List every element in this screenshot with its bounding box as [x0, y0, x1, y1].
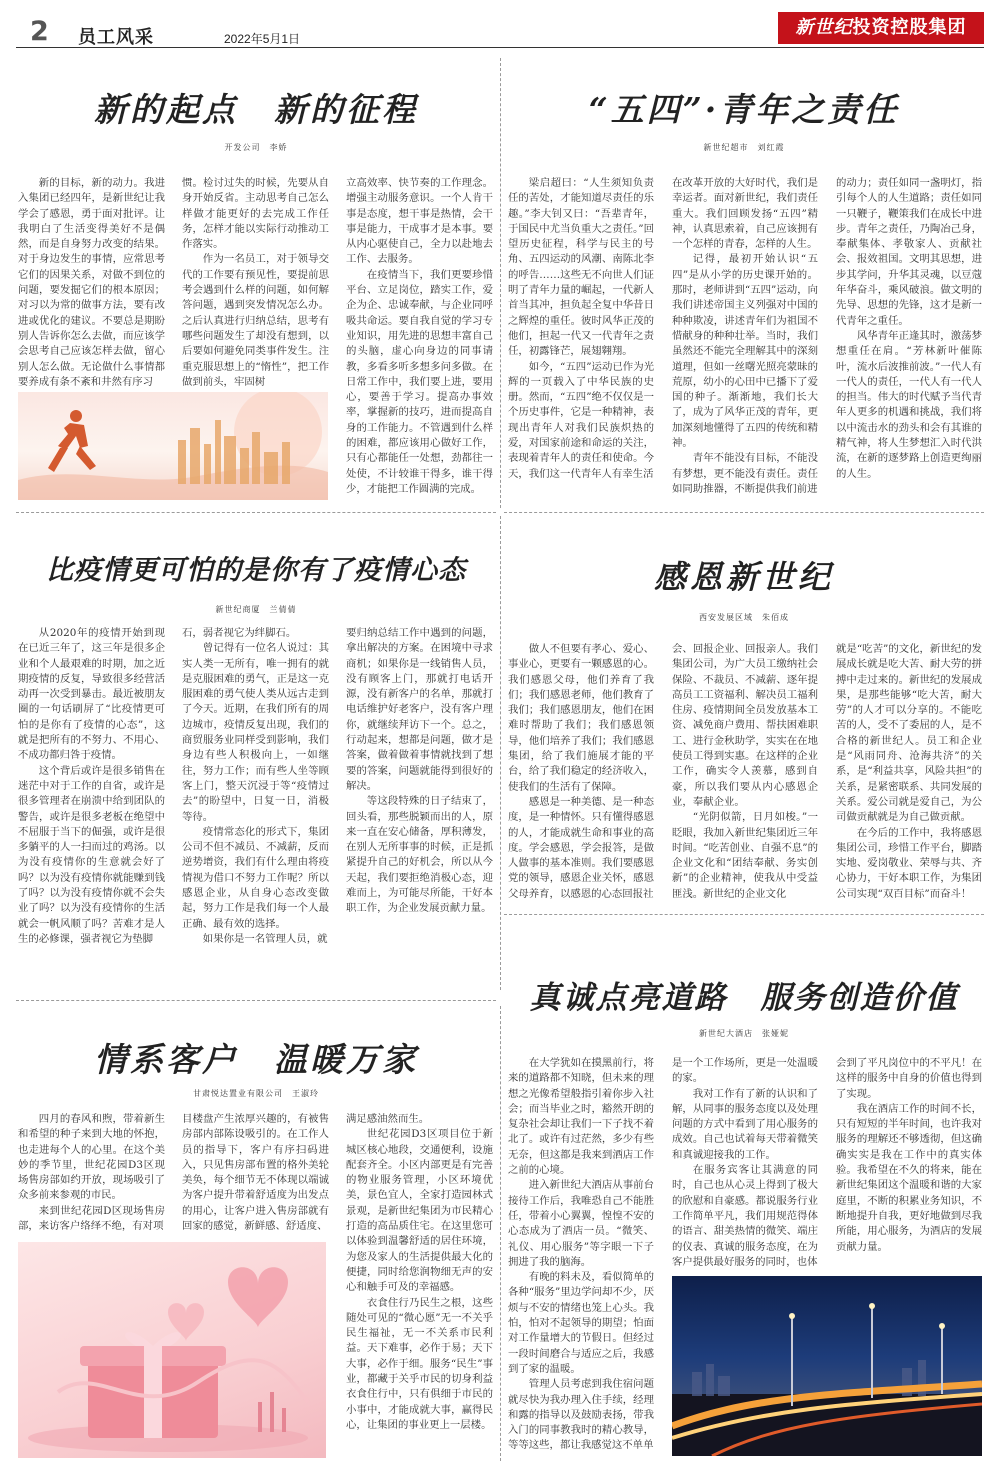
row-divider-left-1 [16, 512, 496, 513]
article-title: “五四”·青年之责任 [588, 90, 900, 129]
paragraph: 惯。检讨过失的时候，先要从自身开始反省。主动思考自己怎么样做才能更好的去完成工作任务，怎样才能以实际行动推动工作落实。 [182, 177, 329, 251]
article-column [182, 1112, 329, 1236]
paragraph: 等这段特殊的日子结束了，回头看，那些脱颖而出的人，原来一直在安心储备，厚积薄发，在别人无所事事的时候，正是抓紧提升自己的好机会，所以从今天起，我们要拒绝消极心态，迎难而上，为可能尽所能，干好本职工作，为企业发展贡献力量。 [346, 795, 493, 915]
article-column [836, 642, 982, 904]
brand-name: 投资控股集团 [852, 17, 967, 38]
paragraph: 目楼盘产生浓厚兴趣的，有被售房部内部陈设吸引的。在工作人员的指导下，客户有序扫码进入，只见售房部布置的格外美轮美奂，每个细节无不体现以端诚为客户提升带着舒适度为出发点的用心，让客户进入售房部就有回家的感觉，新鲜感、舒适度、 [182, 1113, 329, 1233]
row-divider-left-2 [16, 1000, 496, 1001]
article-sincere-service [504, 920, 984, 1461]
paragraph: 有晚的料未及，看似简单的各种“服务”里边学问却不少，厌烦与不安的情绪也笼上心头。我怕，怕对不起领导的期望；怕面对工作量增大的节假日。但经过一段时间磨合与适应之后，我感到了家的温暖。 [508, 1271, 654, 1375]
paragraph: 梁启超曰：“人生须知负责任的苦处，才能知道尽责任的乐趣。”李大钊又曰：“吾辈青年，于国民中尤当负重大之责任。”回望历史征程，科学与民主的号角、五四运动的风潮、南陈北李的呼告……这些无不向世人们证明了青年力量的崛起，一代新人首当其冲，担负起全复中华昔日之辉煌的重任。彼时风华正茂的他们，担起一代又一代青年之责任，初露锋芒，展翅翱翔。 [508, 177, 654, 358]
page-number: 2 [30, 16, 49, 47]
article-column [836, 1056, 982, 1268]
article-title: 感恩新世纪 [653, 558, 834, 596]
paragraph: 我在酒店工作的时间不长，只有短短的半年时间，也许我对服务的理解还不够透彻，但这确确实实是我在工作中的真实体验。我希望在不久的将来，能在新世纪集团这个温暖和谐的大家庭里，不断的积累业务知识，不断地提升自我，更好地做到尽我所能，用心服务，为酒店的发展贡献力量。 [836, 1102, 982, 1253]
paragraph: 衣食住行乃民生之根，这些随处可见的“微心愿”无一不关乎民生福祉，无一不关系市民利益。天下难事，必作于易；天下大事，必作于细。服务“民生”事业，都藏于关乎市民的切身利益衣食住行中，只有俱细于市民的小事中，才能成就大事，赢得民心，让集团的事业更上一层楼。 [346, 1296, 493, 1431]
article-column [508, 176, 654, 498]
paragraph: 风华青年正逢其时，激荡梦想重任在肩。“芳林新叶催陈叶，流水后波推前波。”一代人有一代人的责任，一代人有一代人的担当。伟大的时代赋予当代青年人更多的机遇和挑战，我们将以中流击水的劲头和会有其谁的精气神，将人生梦想汇入时代洪流，在新的逐梦路上创造更绚丽的人生。 [836, 329, 982, 480]
article-byline: 新世纪大酒店 张娅妮 [699, 1029, 789, 1038]
paragraph: 在今后的工作中，我将感恩集团公司，珍惜工作平台，脚踏实地、爱岗敬业、荣辱与共、齐心协力，干好本职工作，为集团公司实现“双百目标”而奋斗！ [836, 826, 982, 900]
column-divider-top [500, 58, 501, 508]
article-column [508, 642, 654, 904]
paragraph: 做人不但要有孝心、爱心、事业心，更要有一颗感恩的心。我们感恩父母，他们养育了我们；我们感恩老师，他们教育了我们；我们感恩朋友，他们在困难时帮助了我们；我们感恩领导，他们培养了我们；我们感恩集团，给了我们施展才能的平台，给了我们稳定的经济收入，使我们的生活有了保障。 [508, 643, 654, 793]
paragraph: 青年不能没有目标，不能没有梦想，更不能没有责任。责任如同助推器，不断提供我们前进 [672, 452, 818, 495]
article-title: 真诚点亮道路 服务创造价值 [529, 980, 959, 1016]
paragraph: 四月的春风和煦，带着新生和希望的种子来到大地的怀抱，也走进每个人的心里。在这个美妙的季节里，世纪花园D3区现场售房部如约开放，现场吸引了众多前来参观的市民。 [18, 1113, 165, 1202]
article-byline: 甘肃悦达置业有限公司 王淑玲 [193, 1089, 319, 1098]
article-column [18, 1112, 165, 1236]
page-header [16, 10, 984, 48]
paragraph: 如果你是一名管理人员，就 [202, 932, 328, 945]
paragraph: 感恩是一种美德、是一种态度，是一种情怀。只有懂得感恩的人，才能成就生命和事业的高度。学会感恩，学会报答，是做人做事的基本准则。我们要感恩党的领导，感恩企业关怀，感恩父母养育，以感恩的心态回报社 [508, 795, 654, 900]
runner-city-skyline-illustration [18, 392, 328, 500]
paragraph: 是一个工作场所，更是一处温暖的家。 [672, 1057, 818, 1085]
article-column [182, 626, 329, 986]
article-byline: 开发公司 李娇 [224, 143, 288, 152]
article-byline: 新世纪超市 刘红霞 [703, 143, 785, 152]
article-title: 新的起点 新的征程 [94, 90, 418, 129]
paragraph: 立高效率、快节奏的工作理念。增强主动服务意识。一个人肯干事是态度，想干事是热情，会干事是能力，干成事才是本事。要从内心驱使自己，全力以赴地去工作、去服务。 [346, 177, 493, 266]
article-title: 情系客户 温暖万家 [94, 1040, 418, 1079]
pink-gift-box-hearts-illustration [18, 1242, 326, 1458]
paragraph: 疫情常态化的形式下，集团公司不但不减员、不减薪，反而逆势增资，我们有什么理由将疫情视为借口不努力工作呢？所以感恩企业，从自身心态改变做起，努力工作是我们每一个人最正确、最有效的选择。 [182, 825, 329, 930]
row-divider-right-1 [504, 512, 984, 513]
article-epidemic-mindset [16, 516, 496, 996]
paragraph: 在改革开放的大好时代，我们是幸运者。面对新世纪，我们责任重大。我们回顾发扬“五四”精神，认真思索着，自己应该拥有一个怎样的青春，怎样的人生。 [672, 177, 818, 251]
paragraph: 在大学犹如在摸黑前行，将来的道路都不知晓，但未来的理想之光像希望般指引着你步入社会；而当毕业之时，豁然开朗的复杂社会却让我们一下子找不着北了。或许有过茫然，多少有些无奈，但这都是我来到酒店工作之前的心境。 [508, 1057, 654, 1177]
paragraph: 世纪花园D3区项目位于新城区核心地段，交通便利，设施配套齐全。小区内部更是有完善的物业服务管理，小区环境优美，景色宜人，全家打造园林式景观，是新世纪集团为市民精心打造的高品质住宅。在这里您可以体验到温馨舒适的居住环境，为您及家人的生活提供最大化的便捷，同时给您润物细无声的安心和触手可及的幸福感。 [346, 1128, 493, 1294]
paragraph: 会、回报企业、回报亲人。我们集团公司，为广大员工缴纳社会保险、不裁员、不减薪、逐年提高员工工资福利、解决员工福利住房、疫情期间全员发放基本工资、减免商户费用、帮扶困难职工、进行金秋助学，实实在在地使员工得到实惠。在这样的企业工作，确实令人羡慕，感到自豪，所以我们要从内心感恩企业，奉献企业。 [672, 643, 818, 808]
article-column [18, 626, 165, 986]
article-customer-care [16, 1006, 496, 1461]
article-column [836, 176, 982, 498]
article-column [672, 642, 818, 904]
paragraph: 就是“吃苦”的文化，新世纪的发展成长就是吃大苦、耐大劳的拼搏中走过来的。新世纪的发展成果，是那些能够“吃大苦，耐大劳”的人才可以分享的。不能吃苦的人，受不了委屈的人，是不合格的新世纪人。员工和企业是“风雨同舟、沧海共济”的关系，是“利益共享，风险共担”的关系，是紧密联系、共同发展的关系。爱公司就是爱自己，为公司做贡献就是为自己做贡献。 [836, 643, 982, 824]
paragraph: 新的目标，新的动力。我进入集团已经四年，是新世纪让我学会了感恩，勇于面对批评。让我明白了生活变得美好不是偶然，而是自身努力改变的结果。对于身边发生的事情，应常思考它们的因果关系，对做不到位的问题，要发掘它们的根本原因；对习以为常的做事方法，要有改进或优化的建议。不要总是期盼别人告诉你怎么去做，而应该学会思考自己应该怎样去做，留心别人怎么做。无论做什么事情都要养成有条不紊和井然有序习 [18, 177, 165, 388]
paragraph: 我对工作有了新的认识和了解，从同事的服务态度以及处理问题的方式中看到了用心服务的成效。自己也试着每天带着微笑和真诚迎接我的工作。 [672, 1087, 818, 1161]
article-column [672, 176, 818, 498]
paragraph: 石，弱者视它为绊脚石。 [182, 627, 297, 639]
paragraph: “光阴似箭，日月如梭。”一眨眼，我加入新世纪集团近三年时间。“吃苦创业、自强不息”的企业文化和“团结奉献、务实创新”的企业精神，使我从中受益匪浅。新世纪的企业文化 [672, 811, 818, 900]
article-title: 比疫情更可怕的是你有了疫情心态 [46, 555, 466, 586]
column-divider-bottom [500, 1006, 501, 1461]
brand-banner [778, 12, 984, 44]
paragraph: 在疫情当下，我们更要珍惜平台、立足岗位，踏实工作，爱企为企、忠诚奉献，与企业同呼吸共命运。要自我自觉的学习专业知识，用先进的思想丰富自己的头脑，虚心向身边的同事请教，多看多听多想多问多做。在日常工作中，我们要上进，要用心，要善于学习。提高办事效率，掌握新的技巧，进而提高自身的工作能力。不管遇到什么样的困难，都应该用心做好工作，只有心都能任一处想，劲都往一处使，不计较谁干得多，谁干得少，才能把工作圆满的完成。 [346, 268, 493, 495]
paragraph: 要归纳总结工作中遇到的问题，拿出解决的方案。在困境中寻求商机；如果你是一线销售人员，没有顾客上门，那就打电话开源，没有新客户的名单，那就打电话维护好老客户，没有客户理你，就继续拜访下一个。总之，行动起来，想都是问题，做才是答案，做着做着事情就找到了想要的答案，问题就能得到很好的解决。 [346, 627, 493, 792]
paragraph: 从2020年的疫情开始到现在已近三年了，这三年是很多企业和个人最艰难的时期，加之近期疫情的反复，导致很多经营活动再一次受到暴击。最近被朋友圈的一句话刷屏了“比疫情更可怕的是你有了疫情的心态”，这就是把所有的不努力、不用心、不成功都归咎于疫情。 [18, 627, 165, 762]
article-column [182, 176, 329, 388]
article-column [672, 1056, 818, 1268]
article-byline: 西安发展区域 朱佰成 [699, 613, 789, 622]
row-divider-right-2 [504, 914, 984, 915]
paragraph: 会到了平凡岗位中的不平凡！在这样的服务中自身的价值也得到了实现。 [836, 1057, 982, 1100]
column-divider-middle [500, 516, 501, 990]
paragraph: 曾记得有一位名人说过：其实人类一无所有，唯一拥有的就是克服困难的勇气，正是这一克服困难的勇气使人类从远古走到了今天。近期，在我们所有的周边城市，疫情反复出现，我们的商贸服务业同样受到影响，我们身边有些人积极向上，一如继往，努力工作；而有些人坐等顾客上门，整天沉浸于等“疫情过去”的盼望中，日复一日，消极等待。 [182, 642, 329, 823]
article-column [346, 626, 493, 986]
paragraph: 在服务宾客让其满意的同时，自己也从心灵上得到了极大的欣慰和自豪感。都说服务行业工作简单平凡，我们用规范得体的语言、甜美热情的微笑、端庄的仪表、真诚的服务态度，在为客户提供最好服务的同时，也体 [672, 1164, 818, 1268]
paragraph: 来到世纪花园D区现场售房部，来访客户络绎不绝，有对项 [18, 1204, 165, 1233]
article-column [346, 1112, 493, 1454]
paragraph: 这个背后或许是很多销售在迷茫中对于工作的自省，或许是很多管理者在崩溃中给到团队的警告，或许是很多老板在绝望中不屈服于当下的倔强，或许是很多躺平的人一扫而过的鸡汤。以为没有疫情你的生意就会好了吗？以为没有疫情你就能赚到钱了吗？以为没有疫情你就不会失业了吗？以为没有疫情你的生活就会一帆风顺了吗？苦难才是人生的必修课，强者视它为垫脚 [18, 764, 165, 945]
article-column [346, 176, 493, 498]
section-name: 员工风采 [78, 27, 154, 48]
article-may-fourth [504, 58, 984, 508]
article-column [18, 176, 165, 388]
night-highway-city-lights-photo [672, 1276, 982, 1456]
brand-logo-text: 新世纪 [795, 17, 853, 38]
paragraph: 的动力；责任如同一盏明灯，指引每个人的人生道路；责任如同一只鞭子，鞭策我们在成长中进步。青年之责任，乃陶冶己身，奉献集体、孝敬家人、贡献社会、报效祖国。文明其思想，进步其学问，升华其灵魂，以豆蔻年华奋斗，乘风破浪。做文明的先导、思想的先锋，这才是新一代青年之重任。 [836, 177, 982, 327]
paragraph: 如今，“五四”运动已作为光辉的一页载入了中华民族的史册。然而，“五四”绝不仅仅是一个历史事件，它是一种精神，表现出青年人对我们民族炽热的爱，对国家前途和命运的关注，表现着青年人的责任和使命。今天，我们这一代青年人有幸生活 [508, 360, 654, 480]
paragraph: 满足感油然而生。 [346, 1113, 430, 1125]
issue-date: 2022年5月1日 [224, 32, 301, 46]
paragraph: 进入新世纪大酒店从事前台接待工作后，我唯恐自己不能胜任，带着小心翼翼，惶惶不安的心态成为了酒店一员。“微笑、礼仪、用心服务”等字眼一下子拥进了我的脑海。 [508, 1179, 654, 1268]
article-column [508, 1056, 654, 1456]
paragraph: 管理人员考虑到我住宿问题就尽快为我办理入住手续，经理和露的指导以及鼓励表扬，带我入门的同事教我时的精心教导，等等这些，都让我感觉这不单单 [508, 1378, 654, 1452]
article-byline: 新世纪商厦 兰倩倩 [215, 605, 297, 614]
paragraph: 作为一名员工，对于领导交代的工作要有预见性，要提前思考会遇到什么样的问题，如何解答问题，遇到突发情况怎么办。之后认真进行归纳总结，思考有哪些问题发生了却没有想到，以后要如何避免同类事件发生。注重克服思想上的“惰性”，把工作做到前头，牢固树 [182, 253, 329, 388]
article-new-start [16, 58, 496, 508]
paragraph: 记得，最初开始认识“五四”是从小学的历史课开始的。那时，老师讲到“五四”运动，向我们讲述帝国主义列强对中国的种种欺凌，讲述青年们为祖国不惜献身的种种壮举。当时，我们虽然还不能完全理解其中的深刻道理，但如一丝曙光照亮蒙昧的荒原，幼小的心田中已播下了爱国的种子。渐渐地，我们长大了，成为了风华正茂的青年，更加深刻地懂得了五四的传统和精神。 [672, 253, 818, 450]
article-gratitude [504, 516, 984, 910]
